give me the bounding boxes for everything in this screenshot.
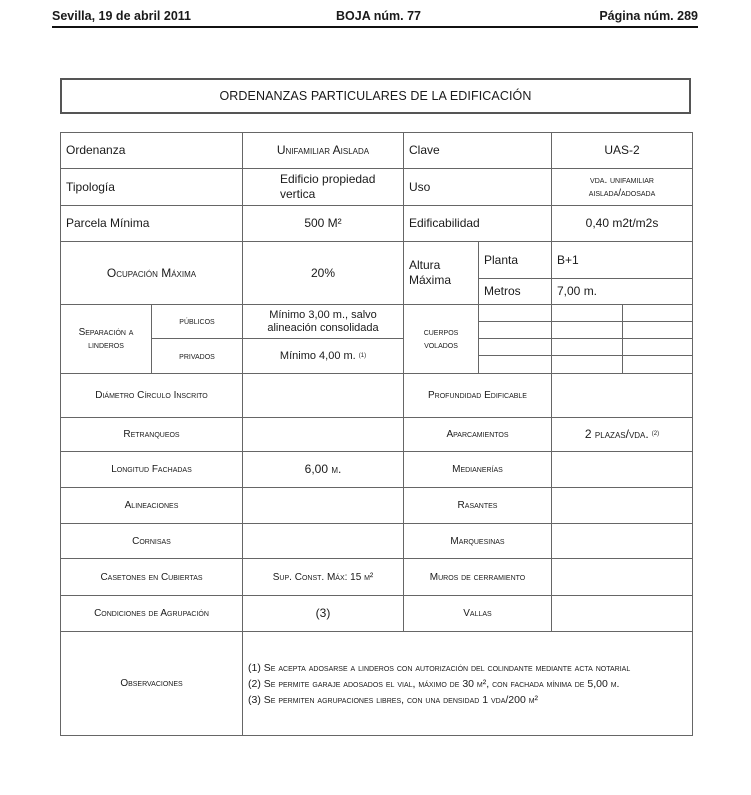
privados-value-note: (1) [358,352,367,359]
privados-label: privados [151,338,243,374]
cuerpos-label-line-1: cuerpos [423,327,459,338]
medianerias-value [551,451,693,488]
diametro-value [242,373,404,418]
parcela-value: 500 M² [242,205,404,242]
planta-label: Planta [478,241,552,279]
cuerpos-grid-divider [479,355,692,356]
separacion-label-line-1: Separación a [78,327,134,338]
medianerias-label: Medianerías [403,451,552,488]
casetones-label: Casetones en Cubiertas [60,558,243,596]
uso-label: Uso [403,168,552,206]
planta-value: B+1 [551,241,693,279]
clave-value: UAS-2 [551,132,693,169]
retranqueos-label: Retranqueos [60,417,243,452]
longitud-value: 6,00 m. [242,451,404,488]
cuerpos-label-line-2: volados [424,340,458,351]
clave-label: Clave [403,132,552,169]
uso-value-line-1: vda. unifamiliar [590,175,654,186]
altura-label-line-2: Máxima [409,273,452,287]
privados-value-text: Mínimo 4,00 m. [279,349,356,362]
longitud-label: Longitud Fachadas [60,451,243,488]
document-title: ORDENANZAS PARTICULARES DE LA EDIFICACIÓN [60,78,691,114]
uso-value [551,168,693,206]
metros-value: 7,00 m. [551,278,693,305]
header-page-number: Página núm. 289 [599,9,698,23]
separacion-label [60,304,152,374]
ocupacion-value: 20% [242,241,404,305]
parcela-label: Parcela Mínima [60,205,243,242]
edificabilidad-label: Edificabilidad [403,205,552,242]
publicos-label: públicos [151,304,243,339]
marquesinas-value [551,523,693,559]
aparcamientos-value-text: 2 plazas/vda. [584,427,649,441]
cuerpos-grid-divider [479,321,692,322]
observacion-2: (2) Se permite garaje adosados el vial, máximo de 30 m², con fachada mínima de 5,00 m. [248,677,620,690]
altura-label [403,241,479,305]
rasantes-label: Rasantes [403,487,552,524]
muros-value [551,558,693,596]
separacion-label-line-2: linderos [88,340,124,351]
condiciones-value: (3) [242,595,404,632]
observaciones-label: Observaciones [60,631,243,736]
aparcamientos-value-note: (2) [651,431,660,437]
ordinance-table [60,132,693,736]
vallas-label: Vallas [403,595,552,632]
condiciones-label: Condiciones de Agrupación [60,595,243,632]
cornisas-value [242,523,404,559]
cuerpos-grid-divider [479,338,692,339]
observacion-1: (1) Se acepta adosarse a linderos con autorización del colindante mediante acta notarial [248,661,631,674]
ordenanza-value: Unifamiliar Aislada [242,132,404,169]
publicos-value-line-2: alineación consolidada [267,321,379,334]
cuerpos-volados-grid [478,304,693,374]
cuerpos-volados-label [403,304,479,374]
metros-label: Metros [478,278,552,305]
header-journal-number: BOJA núm. 77 [336,9,421,23]
vallas-value [551,595,693,632]
privados-value [242,338,404,374]
ocupacion-label: Ocupación Máxima [60,241,243,305]
marquesinas-label: Marquesinas [403,523,552,559]
cuerpos-grid-divider [551,305,552,373]
publicos-value-line-1: Mínimo 3,00 m., salvo [269,308,377,321]
altura-label-line-1: Altura [409,258,441,272]
publicos-value [242,304,404,339]
aparcamientos-value [551,417,693,452]
page-header [52,8,698,28]
uso-value-line-2: aislada/adosada [588,188,656,199]
edificabilidad-value: 0,40 m2t/m2s [551,205,693,242]
tipologia-label: Tipología [60,168,243,206]
rasantes-value [551,487,693,524]
profundidad-label: Profundidad Edificable [403,373,552,418]
header-place-date: Sevilla, 19 de abril 2011 [52,9,191,23]
cuerpos-grid-divider [622,305,623,373]
tipologia-value: Edificio propiedad vertica [242,168,404,206]
retranqueos-value [242,417,404,452]
muros-label: Muros de cerramiento [403,558,552,596]
observaciones-notes [242,631,693,736]
alineaciones-label: Alineaciones [60,487,243,524]
alineaciones-value [242,487,404,524]
observacion-3: (3) Se permiten agrupaciones libres, con una densidad 1 vda/200 m² [248,693,539,706]
profundidad-value [551,373,693,418]
aparcamientos-label: Aparcamientos [403,417,552,452]
cornisas-label: Cornisas [60,523,243,559]
casetones-value: Sup. Const. Máx: 15 m² [242,558,404,596]
diametro-label: Diámetro Círculo Inscrito [60,373,243,418]
ordenanza-label: Ordenanza [60,132,243,169]
